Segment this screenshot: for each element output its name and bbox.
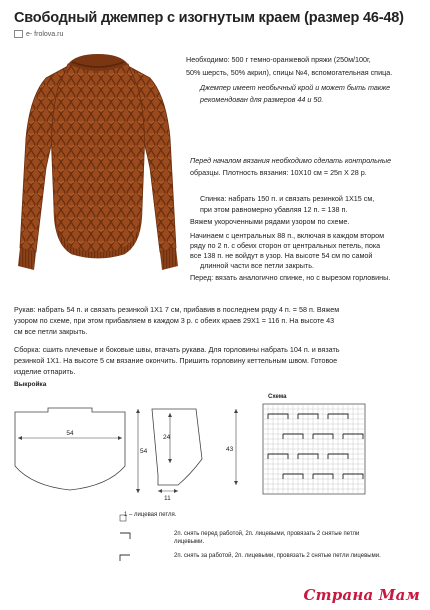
legend-cross-back: 2п. снять за работой, 2п. лицевыми, провязать 2 снятые петли лицевыми. bbox=[174, 553, 381, 559]
note-line-2: рекомендован для размеров 44 и 50. bbox=[200, 95, 324, 104]
sleeve-line-3: см все петли закрыть. bbox=[14, 327, 88, 336]
front-line: Перед: вязать аналогично спинке, но с вырезом горловины. bbox=[190, 273, 391, 282]
back-line-5: ряду по 2 п. с обеих сторон от центральных петель, пока bbox=[190, 241, 381, 250]
site-credit bbox=[14, 30, 63, 38]
watermark-logo: Страна Мам bbox=[303, 586, 420, 604]
sleeve-pattern-diagram bbox=[150, 405, 250, 503]
site-url: e- frolova.ru bbox=[26, 30, 64, 38]
body-pattern-diagram bbox=[10, 400, 132, 500]
back-line-3: Вяжем укороченными рядами узором по схеме. bbox=[190, 217, 350, 226]
legend-knit: 1 – лицевая петля. bbox=[124, 512, 177, 518]
sleeve-height-label: 43 bbox=[226, 446, 234, 453]
sweater-photo bbox=[16, 48, 180, 308]
pattern-label: Выкройка bbox=[14, 381, 47, 388]
legend-symbols bbox=[118, 513, 132, 573]
back-line-6: все 138 п. не войдут в узор. На высоте 54 см по самой bbox=[190, 251, 373, 260]
body-height-label: 54 bbox=[140, 448, 148, 455]
gauge-line-1: Перед началом вязания необходимо сделать контрольные bbox=[190, 156, 392, 165]
assembly-line-3: изделие отпарить. bbox=[14, 367, 76, 376]
sleeve-bottom-label: 11 bbox=[164, 495, 171, 502]
materials-line-1: Необходимо: 500 г темно-оранжевой пряжи (250м/100г, bbox=[186, 55, 371, 64]
assembly-line-2: резинкой 1Х1. На высоте 5 см вязание окончить. Пришить горловину кеттельным швом. Готовое bbox=[14, 356, 338, 365]
sleeve-line-2: узором по схеме, при этом прибавляем в каждом 3 р. с обеих краев 29Х1 = 116 п. На высоте 43 bbox=[14, 316, 335, 325]
site-logo-icon bbox=[14, 30, 23, 38]
materials-line-2: 50% шерсть, 50% акрил), спицы №4, вспомогательная спица. bbox=[186, 68, 393, 77]
back-line-1: Спинка: набрать 150 п. и связать резинкой 1Х15 см, bbox=[200, 194, 375, 203]
legend-cross-front-1: 2п. снять перед работой, 2п. лицевыми, провязать 2 снятые петли bbox=[174, 531, 360, 537]
sleeve-top-label: 24 bbox=[163, 434, 171, 441]
note-line-1: Джемпер имеет необычный крой и может быть также bbox=[200, 83, 391, 92]
legend-cross-front-2: лицевыми. bbox=[174, 539, 205, 545]
sleeve-line-1: Рукав: набрать 54 п. и связать резинкой 1Х1 7 см, прибавив в последнем ряду 4 п. = 58 п. Вяжем bbox=[14, 305, 340, 314]
gauge-line-2: образцы. Плотность вязания: 10Х10 см = 25п Х 28 р. bbox=[190, 168, 367, 177]
assembly-line-1: Сборка: сшить плечевые и боковые швы, втачать рукава. Для горловины набрать 104 п. и вязать bbox=[14, 345, 340, 354]
back-line-7: длинной части все петли закрыть. bbox=[200, 261, 314, 270]
stitch-chart bbox=[262, 403, 366, 495]
back-line-2: при этом равномерно убавляя 12 п. = 138 п. bbox=[200, 205, 348, 214]
body-width-label: 54 bbox=[66, 430, 74, 437]
back-line-4: Начинаем с центральных 88 п., включая в каждом втором bbox=[190, 231, 385, 240]
chart-label: Схема bbox=[268, 394, 287, 400]
page-title: Свободный джемпер с изогнутым краем (размер 46-48) bbox=[14, 10, 404, 26]
